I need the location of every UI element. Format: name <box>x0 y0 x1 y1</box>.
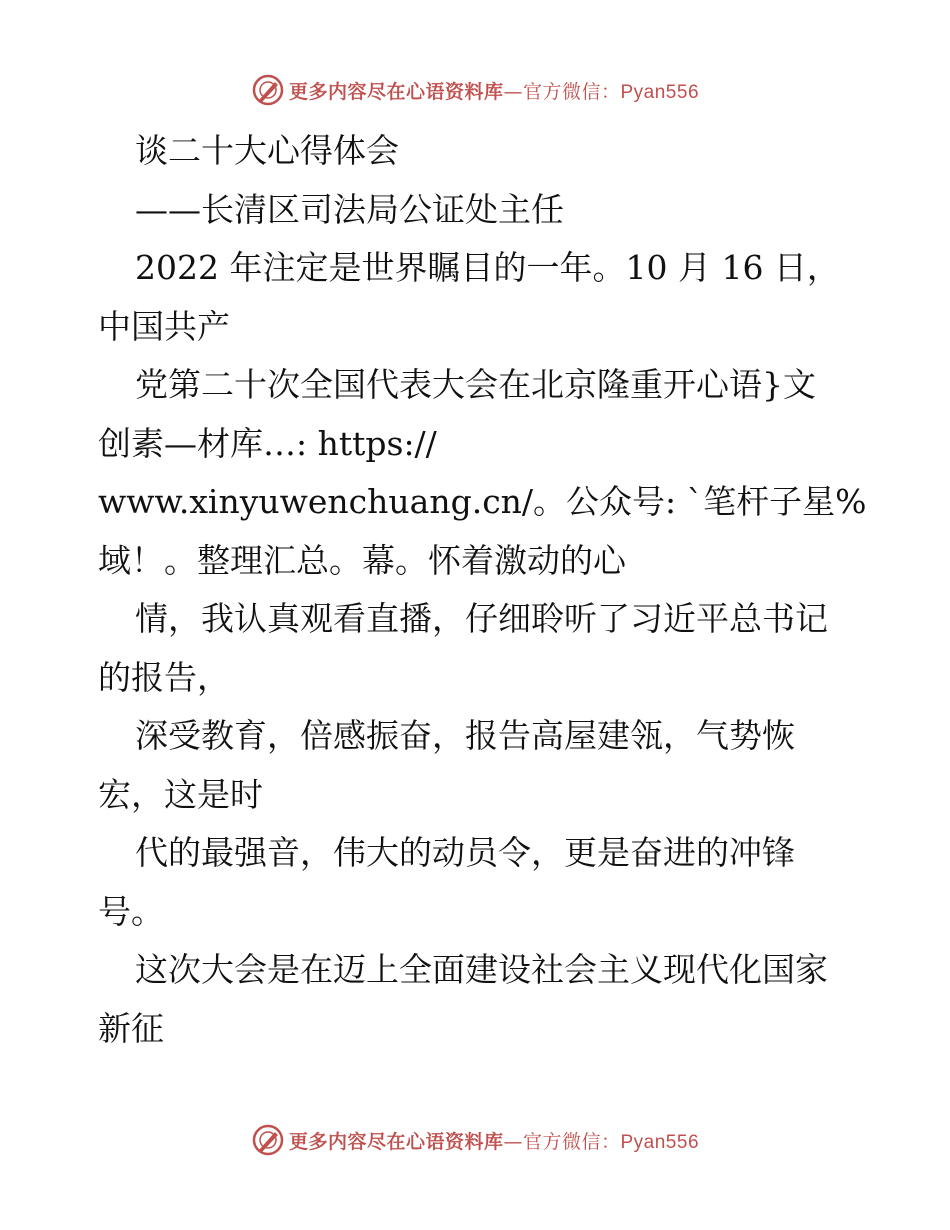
document-line: 深受教育，倍感振奋，报告高屋建瓴，气势恢 <box>135 716 795 755</box>
pen-logo-icon <box>251 73 285 107</box>
document-line: 的报告， <box>98 657 230 697</box>
document-line: 党第二十次全国代表大会在北京隆重开心语}文 <box>135 365 816 404</box>
document-line: 中国共产 <box>98 306 230 346</box>
document-line: 新征 <box>98 1008 164 1048</box>
document-line: 谈二十大心得体会 <box>135 131 399 170</box>
document-line: 2022 年注定是世界瞩目的一年。10 月 16 日， <box>135 248 840 287</box>
banner-wechat-id: Pyan556 <box>620 81 700 103</box>
document-line: 宏，这是时 <box>98 774 263 814</box>
document-line: 域！。整理汇总。幕。怀着激动的心 <box>98 540 626 580</box>
banner-site-text: 更多内容尽在心语资料库 <box>288 80 504 103</box>
document-line: 情，我认真观看直播，仔细聆听了习近平总书记 <box>135 599 828 638</box>
document-line: 代的最强音，伟大的动员令，更是奋进的冲锋 <box>135 833 795 872</box>
document-line: 创素—材库…: https:// <box>98 423 437 463</box>
pen-logo-icon <box>251 1123 285 1157</box>
banner-dash: — <box>503 80 523 103</box>
document-line: www.xinyuwenchuang.cn/。公众号: `笔杆子星% <box>98 482 867 521</box>
banner-dash: — <box>503 1130 523 1153</box>
banner-text <box>289 1127 699 1154</box>
banner-site-text: 更多内容尽在心语资料库 <box>288 1130 504 1153</box>
document-body <box>98 122 878 1058</box>
document-line: ——长清区司法局公证处主任 <box>135 189 564 229</box>
footer-watermark-banner <box>0 1120 950 1160</box>
banner-wechat-label: 官方微信： <box>522 80 621 103</box>
banner-text <box>289 77 699 104</box>
header-watermark-banner <box>0 70 950 110</box>
banner-wechat-id: Pyan556 <box>620 1131 700 1153</box>
document-line: 这次大会是在迈上全面建设社会主义现代化国家 <box>135 950 828 989</box>
document-line: 号。 <box>98 891 164 931</box>
banner-wechat-label: 官方微信： <box>522 1130 621 1153</box>
